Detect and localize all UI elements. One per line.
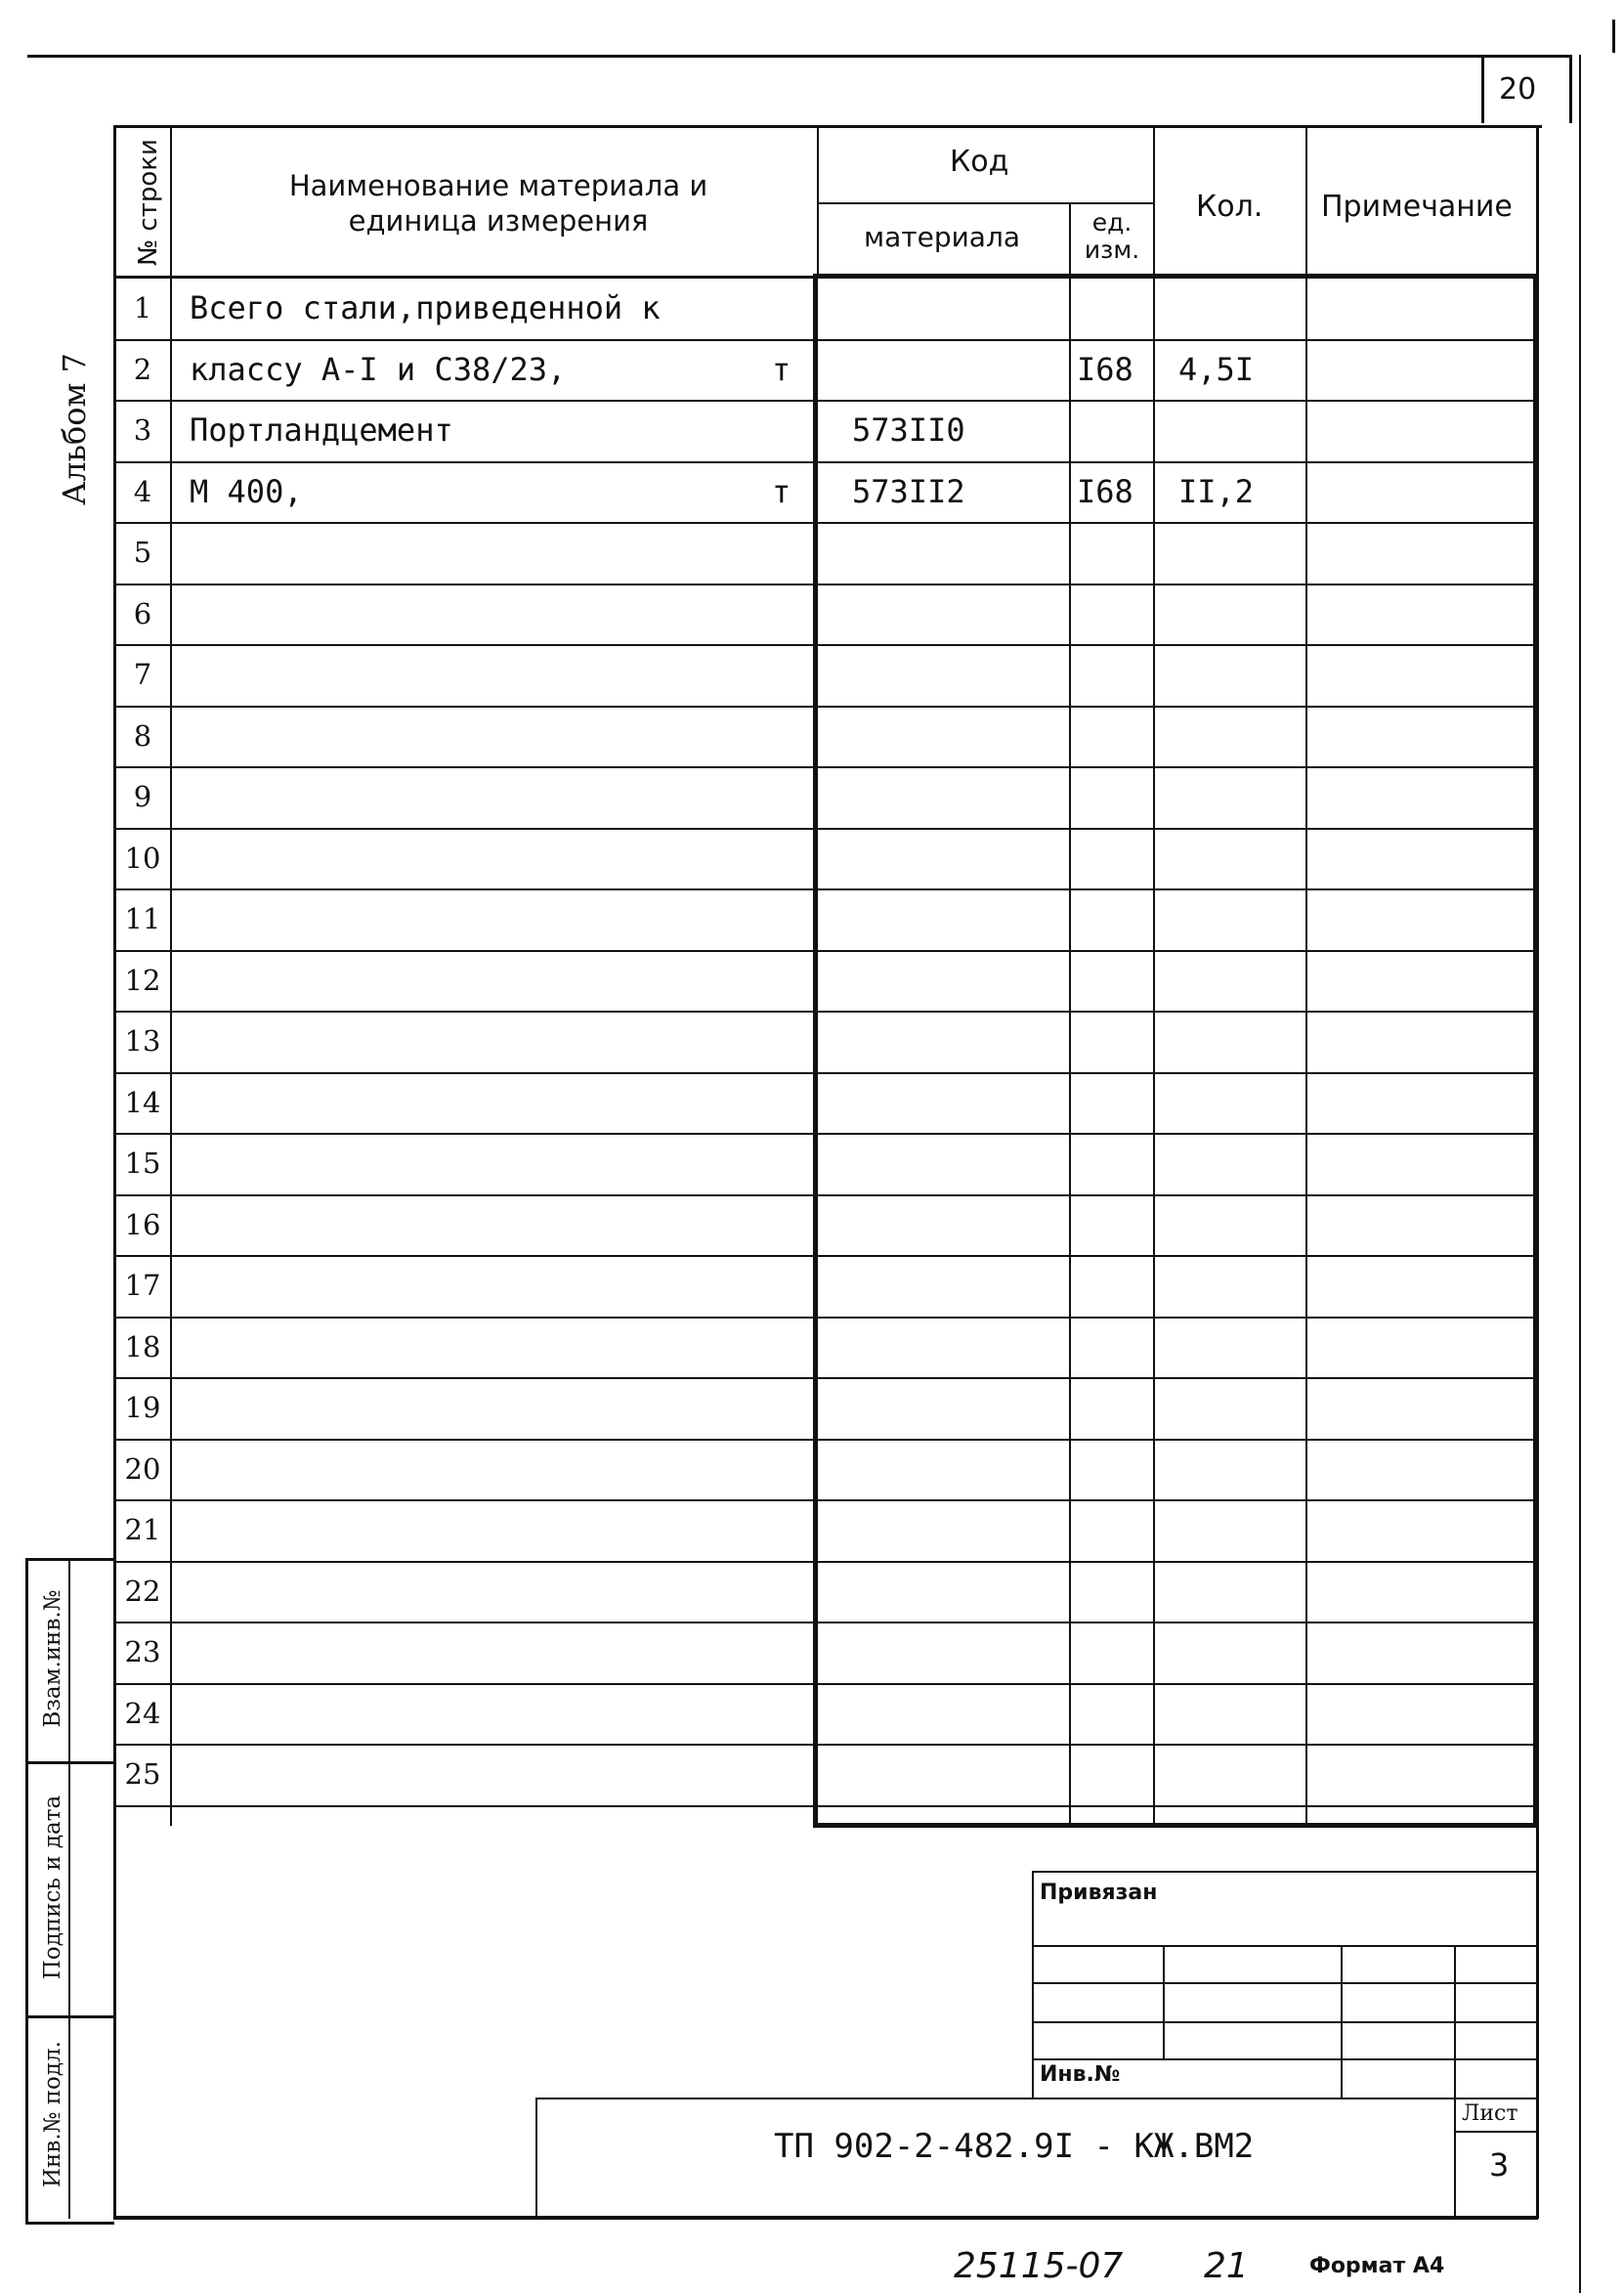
row-number: 11	[124, 902, 161, 935]
designation-top	[535, 2098, 1538, 2099]
row-line	[113, 828, 1538, 830]
row-number: 6	[133, 597, 152, 630]
row-number: 15	[124, 1146, 161, 1180]
row-line	[113, 1744, 1538, 1746]
row-name: М 400,	[190, 473, 303, 510]
row-unit-symbol: т	[772, 351, 791, 388]
sheet-box-divider	[1454, 2131, 1538, 2133]
row-number: 21	[124, 1513, 161, 1546]
bound-col2	[1341, 1945, 1343, 2098]
designation: ТП 902-2-482.9I - КЖ.ВМ2	[774, 2127, 1255, 2166]
album-label: Альбом 7	[56, 353, 93, 505]
header-name: Наименование материала и единица измерения	[288, 169, 708, 238]
row-number: 12	[124, 964, 161, 997]
row-number: 24	[124, 1697, 161, 1730]
row-number: 9	[133, 780, 152, 813]
row-material-code: 573II2	[852, 473, 965, 510]
row-number: 1	[133, 291, 152, 324]
format-label: Формат А4	[1309, 2254, 1445, 2278]
bound-line3	[1032, 2021, 1538, 2023]
row-material-code: 573II0	[852, 411, 965, 449]
row-line	[113, 1377, 1538, 1379]
row-quantity: II,2	[1178, 473, 1255, 510]
row-line	[113, 1255, 1538, 1257]
row-line	[113, 1439, 1538, 1441]
row-name: Всего стали,приведенной к	[190, 289, 661, 326]
col-name-divider	[817, 125, 819, 277]
handwritten-code: 25115-07	[954, 2246, 1124, 2286]
side-stamp-inner	[68, 1558, 70, 2219]
right-edge-mark	[1612, 20, 1615, 53]
row-line	[113, 1133, 1538, 1135]
bound-left	[1032, 1871, 1034, 2098]
page-number-box-left	[1481, 55, 1484, 123]
bound-line1	[1032, 1945, 1538, 1947]
row-line	[113, 1072, 1538, 1074]
row-line	[113, 888, 1538, 890]
row-number: 5	[133, 536, 152, 569]
handwritten-number: 21	[1204, 2246, 1249, 2286]
header-unit: ед. изм.	[1084, 208, 1140, 264]
inv-no-label: Инв.№	[1040, 2062, 1121, 2087]
designation-left	[535, 2098, 537, 2217]
row-unit-symbol: т	[772, 473, 791, 510]
row-number: 19	[124, 1391, 161, 1424]
bound-line2	[1032, 1982, 1538, 1984]
row-number: 8	[133, 719, 152, 753]
row-number: 25	[124, 1757, 161, 1791]
bound-col3	[1454, 1945, 1456, 2098]
row-line	[113, 1683, 1538, 1685]
row-name: Портландцемент	[190, 411, 453, 449]
row-line	[113, 1805, 1538, 1807]
bound-top	[1032, 1871, 1538, 1873]
bound-label: Привязан	[1040, 1881, 1158, 1905]
row-number: 13	[124, 1024, 161, 1058]
row-line	[113, 644, 1538, 646]
row-line	[113, 950, 1538, 952]
row-number: 20	[124, 1452, 161, 1486]
row-line	[113, 522, 1538, 524]
side-stamp-sep1	[25, 1761, 115, 1764]
row-line	[113, 584, 1538, 585]
page-number: 20	[1499, 72, 1537, 107]
row-line	[113, 400, 1538, 402]
row-quantity: 4,5I	[1178, 351, 1255, 388]
right-frame-line	[1579, 55, 1581, 2293]
row-line	[113, 1194, 1538, 1196]
col-rowno-divider	[170, 125, 172, 1826]
row-line	[113, 1499, 1538, 1501]
page-number-box-right	[1569, 55, 1572, 123]
header-material: материала	[864, 221, 1021, 253]
row-number: 7	[133, 658, 152, 691]
row-line	[113, 339, 1538, 341]
side-stamp-sep2	[25, 2015, 115, 2018]
sheet-label: Лист	[1462, 2101, 1518, 2126]
header-code: Код	[950, 145, 1009, 179]
row-unit-code: I68	[1077, 351, 1133, 388]
row-line	[113, 1317, 1538, 1319]
row-number: 18	[124, 1330, 161, 1363]
row-line	[113, 1561, 1538, 1563]
row-unit-code: I68	[1077, 473, 1133, 510]
row-number: 10	[124, 842, 161, 875]
row-number: 4	[133, 475, 152, 508]
frame-bottom	[113, 2216, 1538, 2220]
row-number: 2	[133, 353, 152, 386]
sheet-number: 3	[1489, 2146, 1510, 2184]
header-note: Примечание	[1321, 190, 1513, 224]
row-number: 22	[124, 1575, 161, 1608]
side-replace-inv: Взам.инв.№	[40, 1589, 65, 1728]
row-line	[113, 766, 1538, 768]
sheet-box-left	[1454, 2098, 1456, 2217]
row-line	[113, 1622, 1538, 1623]
row-number: 14	[124, 1086, 161, 1119]
row-line	[113, 461, 1538, 463]
top-rule	[27, 55, 1571, 58]
row-number: 16	[124, 1208, 161, 1241]
row-number: 17	[124, 1269, 161, 1302]
header-qty: Кол.	[1196, 190, 1263, 224]
side-signature-date: Подпись и дата	[40, 1795, 65, 1980]
bound-line4	[1032, 2058, 1538, 2060]
row-number: 3	[133, 413, 152, 447]
row-name: классу А-I и С38/23,	[190, 351, 567, 388]
row-line	[113, 706, 1538, 708]
side-inv-orig: Инв.№ подл.	[40, 2041, 65, 2187]
header-row-no: № строки	[134, 139, 163, 266]
code-subheader-line	[817, 202, 1153, 204]
bound-col1	[1163, 1945, 1165, 2058]
row-number: 23	[124, 1635, 161, 1668]
table-top	[113, 125, 1542, 128]
row-line	[113, 1011, 1538, 1013]
